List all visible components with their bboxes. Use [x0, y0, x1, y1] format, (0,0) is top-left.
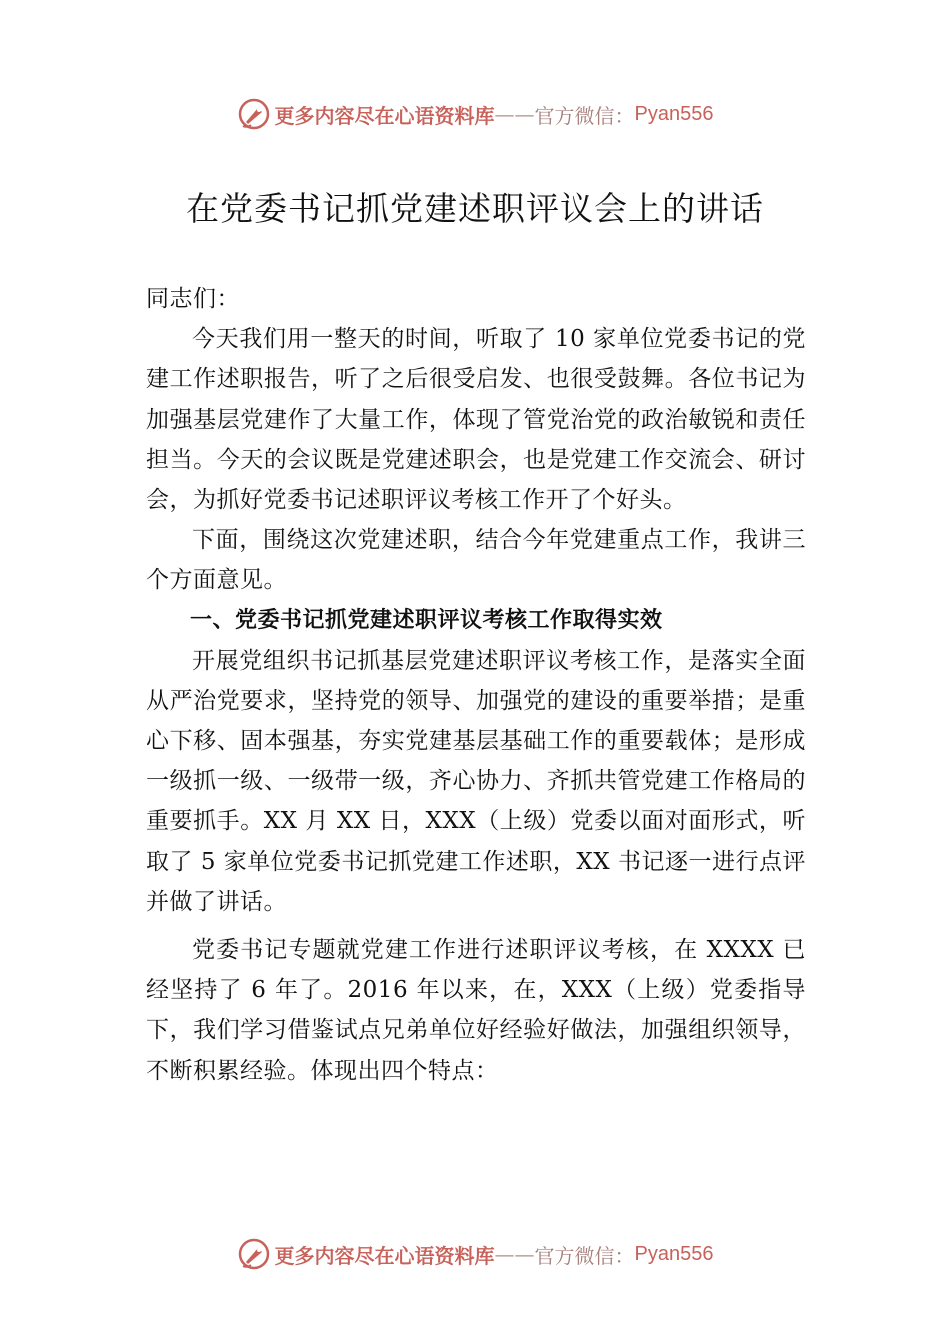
watermark-wechat-id: Pyan556 — [634, 1242, 714, 1265]
watermark-dash: —— — [494, 102, 535, 126]
watermark-wechat-id: Pyan556 — [634, 102, 714, 125]
watermark-dash: —— — [494, 1242, 535, 1266]
salutation: 同志们： — [146, 286, 240, 312]
pen-nib-logo-icon — [237, 1237, 271, 1271]
paragraph-outline: 下面，围绕这次党建述职，结合今年党建重点工作，我讲三个方面意见。 — [146, 527, 806, 594]
footer-watermark — [0, 1234, 950, 1274]
paragraph-section1-b: 党委书记专题就党建工作进行述职评议考核，在 XXXX 已经坚持了 6 年了。2016 年以来，在，XXX（上级）党委指导下，我们学习借鉴试点兄弟单位好经验好做法，加强组织领导，不断积累经验。体现出四个特点： — [146, 937, 806, 1084]
section-heading-1: 一、党委书记抓党建述职评议考核工作取得实效 — [190, 607, 663, 633]
watermark-library-text: 更多内容尽在心语资料库 — [274, 1243, 495, 1268]
pen-nib-logo-icon — [237, 97, 271, 131]
watermark-wechat-label: 官方微信： — [534, 103, 635, 128]
header-watermark — [0, 94, 950, 134]
paragraph-intro: 今天我们用一整天的时间，听取了 10 家单位党委书记的党建工作述职报告，听了之后很受启发、也很受鼓舞。各位书记为加强基层党建作了大量工作，体现了管党治党的政治敏锐和责任担当。今天的会议既是党建述职会，也是党建工作交流会、研讨会，为抓好党委书记述职评议考核工作开了个好头。 — [146, 326, 806, 514]
watermark-library-text: 更多内容尽在心语资料库 — [274, 103, 495, 128]
document-body — [146, 279, 806, 1091]
watermark-wechat-label: 官方微信： — [534, 1243, 635, 1268]
paragraph-section1-a: 开展党组织书记抓基层党建述职评议考核工作，是落实全面从严治党要求，坚持党的领导、加强党的建设的重要举措；是重心下移、固本强基，夯实党建基层基础工作的重要载体；是形成一级抓一级、一级带一级，齐心协力、齐抓共管党建工作格局的重要抓手。XX 月 XX 日，XXX（上级）党委以面对面形式，听取了 5 家单位党委书记抓党建工作述职，XX 书记逐一进行点评并做了讲话。 — [146, 647, 806, 915]
page-title: 在党委书记抓党建述职评议会上的讲话 — [186, 189, 764, 228]
